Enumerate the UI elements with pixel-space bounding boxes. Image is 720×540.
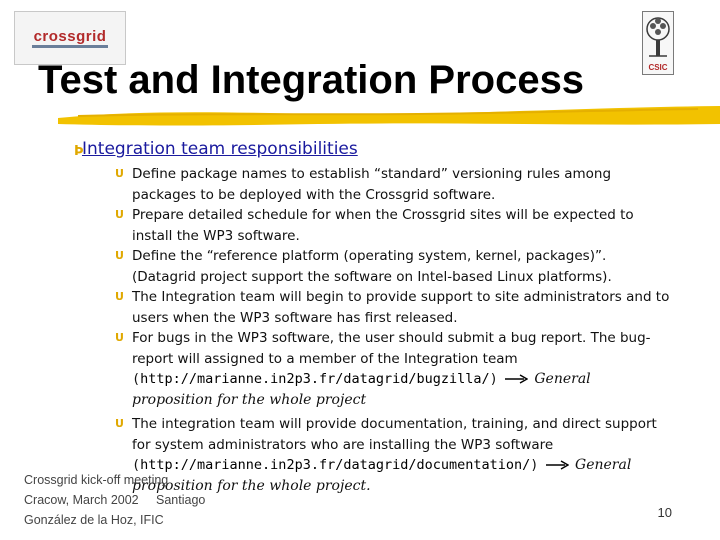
list-item-text: Prepare detailed schedule for when the Crossgrid sites will be expected to install the WP3 software. [132,207,634,244]
link-close-paren: ) [530,457,539,473]
proposition-note: General proposition for the whole project. [132,457,632,494]
list-item-text: For bugs in the WP3 software, the user should submit a bug report. The bug-report will assigned to a member of the Integration team [132,330,651,367]
bugzilla-link[interactable]: http://marianne.in2p3.fr/datagrid/bugzilla/ [140,371,490,387]
list-bullet-icon: U [115,167,124,180]
slide-footer [24,470,205,530]
list-bullet-icon: U [115,249,124,262]
list-item-text: The integration team will provide documentation, training, and direct support for system administrators who are installing the WP3 software [132,416,657,453]
link-close-paren: ) [489,371,498,387]
csic-logo-text: CSIC [648,63,668,72]
proposition-note: General proposition for the whole project [132,371,591,408]
list-item-text: The Integration team will begin to provide support to site administrators and to users when the WP3 software has first released. [132,289,670,326]
crossgrid-logo-text: crossgrid [32,28,109,48]
list-bullet-icon: U [115,208,124,221]
right-arrow-icon [545,460,569,470]
right-arrow-icon [504,374,528,384]
list-item-text: Define package names to establish “standard” versioning rules among packages to be deployed with the Crossgrid software. [132,166,612,203]
list-item [115,205,672,246]
list-item [115,246,672,287]
list-item [115,328,672,410]
slide-title: Test and Integration Process [38,58,585,102]
documentation-link[interactable]: http://marianne.in2p3.fr/datagrid/documentation/ [140,457,531,473]
footer-location-date: Cracow, March 2002 Santiago [24,493,206,507]
section-heading-text: Integration team responsibilities [82,139,358,159]
page-number: 10 [657,505,672,520]
list-bullet-icon: U [115,290,124,303]
link-open-paren: ( [132,457,141,473]
list-item [115,287,672,328]
title-underline-stripe [58,104,720,128]
list-bullet-icon: U [115,417,124,430]
responsibility-list [115,164,672,496]
list-item [115,164,672,205]
section-heading [74,138,358,160]
footer-author: González de la Hoz, IFIC [24,513,164,527]
heading-bullet-icon: Þ [74,144,84,159]
list-item-text: Define the “reference platform (operating system, kernel, packages)”. (Datagrid project support the software on Intel-based Linux platforms). [132,248,612,285]
tree-emblem-icon [643,12,673,62]
footer-meeting: Crossgrid kick-off meeting [24,473,169,487]
list-item [115,414,672,496]
list-bullet-icon: U [115,331,124,344]
link-open-paren: ( [132,371,141,387]
